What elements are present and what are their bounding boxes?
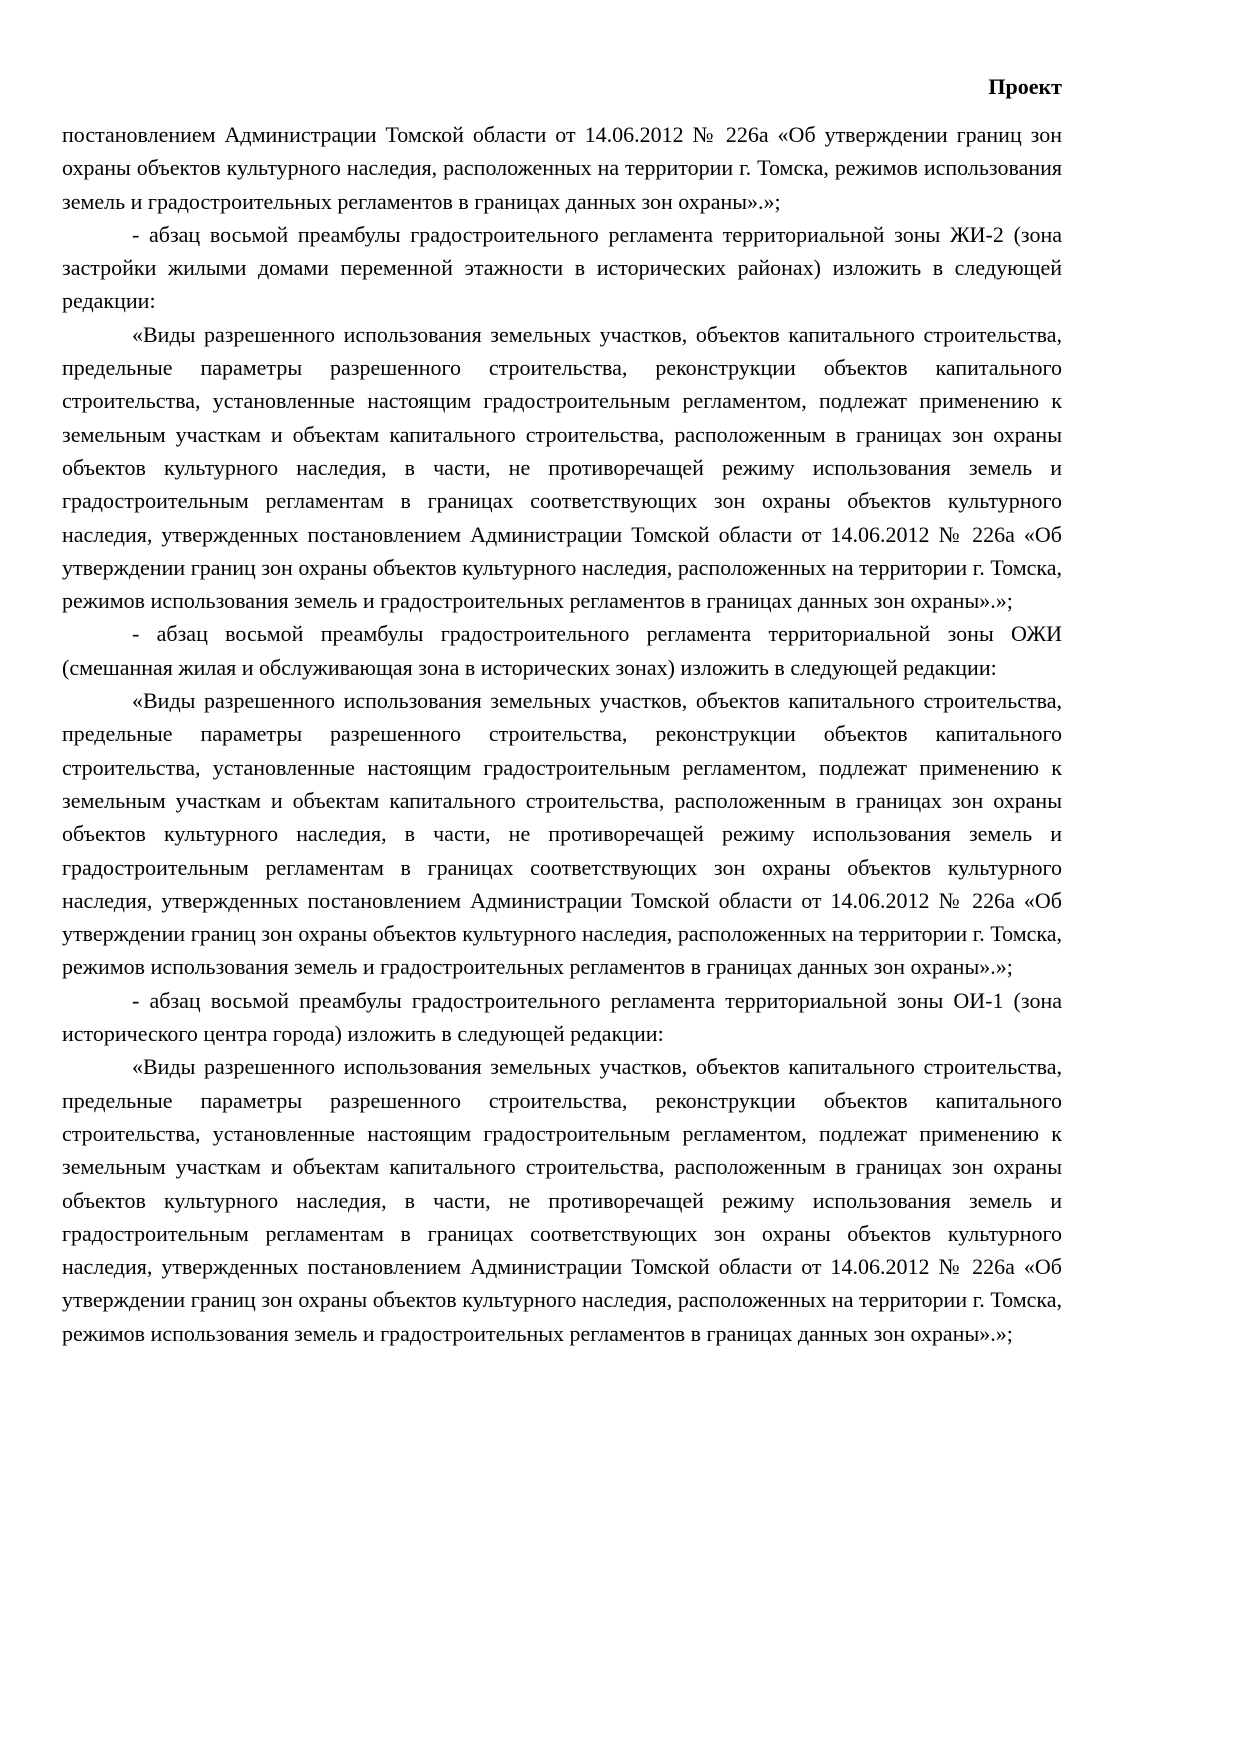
paragraph-quote-oi-1: «Виды разрешенного использования земельных участков, объектов капитального строительства, предельные параметры разрешенного строительства, реконструкции объектов капитального строительства, установленные настоящим градостроительным регламентом, подлежат применению к земельным участкам и объектам капитального строительства, расположенным в границах зон охраны объектов культурного наследия, в части, не противоречащей режиму использования земель и градостроительным регламентам в границах соответствующих зон охраны объектов культурного наследия, утвержденных постановлением Администрации Томской области от 14.06.2012 № 226а «Об утверждении границ зон охраны объектов культурного наследия, расположенных на территории г. Томска, режимов использования земель и градостроительных регламентов в границах данных зон охраны».»; (62, 1054, 1062, 1346)
paragraph-continuation: постановлением Администрации Томской области от 14.06.2012 № 226а «Об утверждении границ зон охраны объектов культурного наследия, расположенных на территории г. Томска, режимов использования земель и градостроительных регламентов в границах данных зон охраны».»; (62, 122, 1062, 214)
paragraph-quote-zhi-2: «Виды разрешенного использования земельных участков, объектов капитального строительства, предельные параметры разрешенного строительства, реконструкции объектов капитального строительства, установленные настоящим градостроительным регламентом, подлежат применению к земельным участкам и объектам капитального строительства, расположенным в границах зон охраны объектов культурного наследия, в части, не противоречащей режиму использования земель и градостроительным регламентам в границах соответствующих зон охраны объектов культурного наследия, утвержденных постановлением Администрации Томской области от 14.06.2012 № 226а «Об утверждении границ зон охраны объектов культурного наследия, расположенных на территории г. Томска, режимов использования земель и градостроительных регламентов в границах данных зон охраны».»; (62, 321, 1062, 614)
paragraph-amendment-zhi-2: - абзац восьмой преамбулы градостроительного регламента территориальной зоны ЖИ-2 (зона застройки жилыми домами переменной этажности в исторических районах) изложить в следующей редакции: (62, 221, 1062, 314)
draft-mark: Проект (988, 74, 1062, 99)
paragraph-amendment-ozhi: - абзац восьмой преамбулы градостроительного регламента территориальной зоны ОЖИ (смешанная жилая и обслуживающая зона в исторических зонах) изложить в следующей редакции: (62, 621, 1062, 680)
document-body (62, 118, 1062, 1350)
paragraph-quote-ozhi: «Виды разрешенного использования земельных участков, объектов капитального строительства, предельные параметры разрешенного строительства, реконструкции объектов капитального строительства, установленные настоящим градостроительным регламентом, подлежат применению к земельным участкам и объектам капитального строительства, расположенным в границах зон охраны объектов культурного наследия, в части, не противоречащей режиму использования земель и градостроительным регламентам в границах соответствующих зон охраны объектов культурного наследия, утвержденных постановлением Администрации Томской области от 14.06.2012 № 226а «Об утверждении границ зон охраны объектов культурного наследия, расположенных на территории г. Томска, режимов использования земель и градостроительных регламентов в границах данных зон охраны».»; (62, 688, 1062, 980)
paragraph-amendment-oi-1: - абзац восьмой преамбулы градостроительного регламента территориальной зоны ОИ-1 (зона исторического центра города) изложить в следующей редакции: (62, 987, 1062, 1047)
